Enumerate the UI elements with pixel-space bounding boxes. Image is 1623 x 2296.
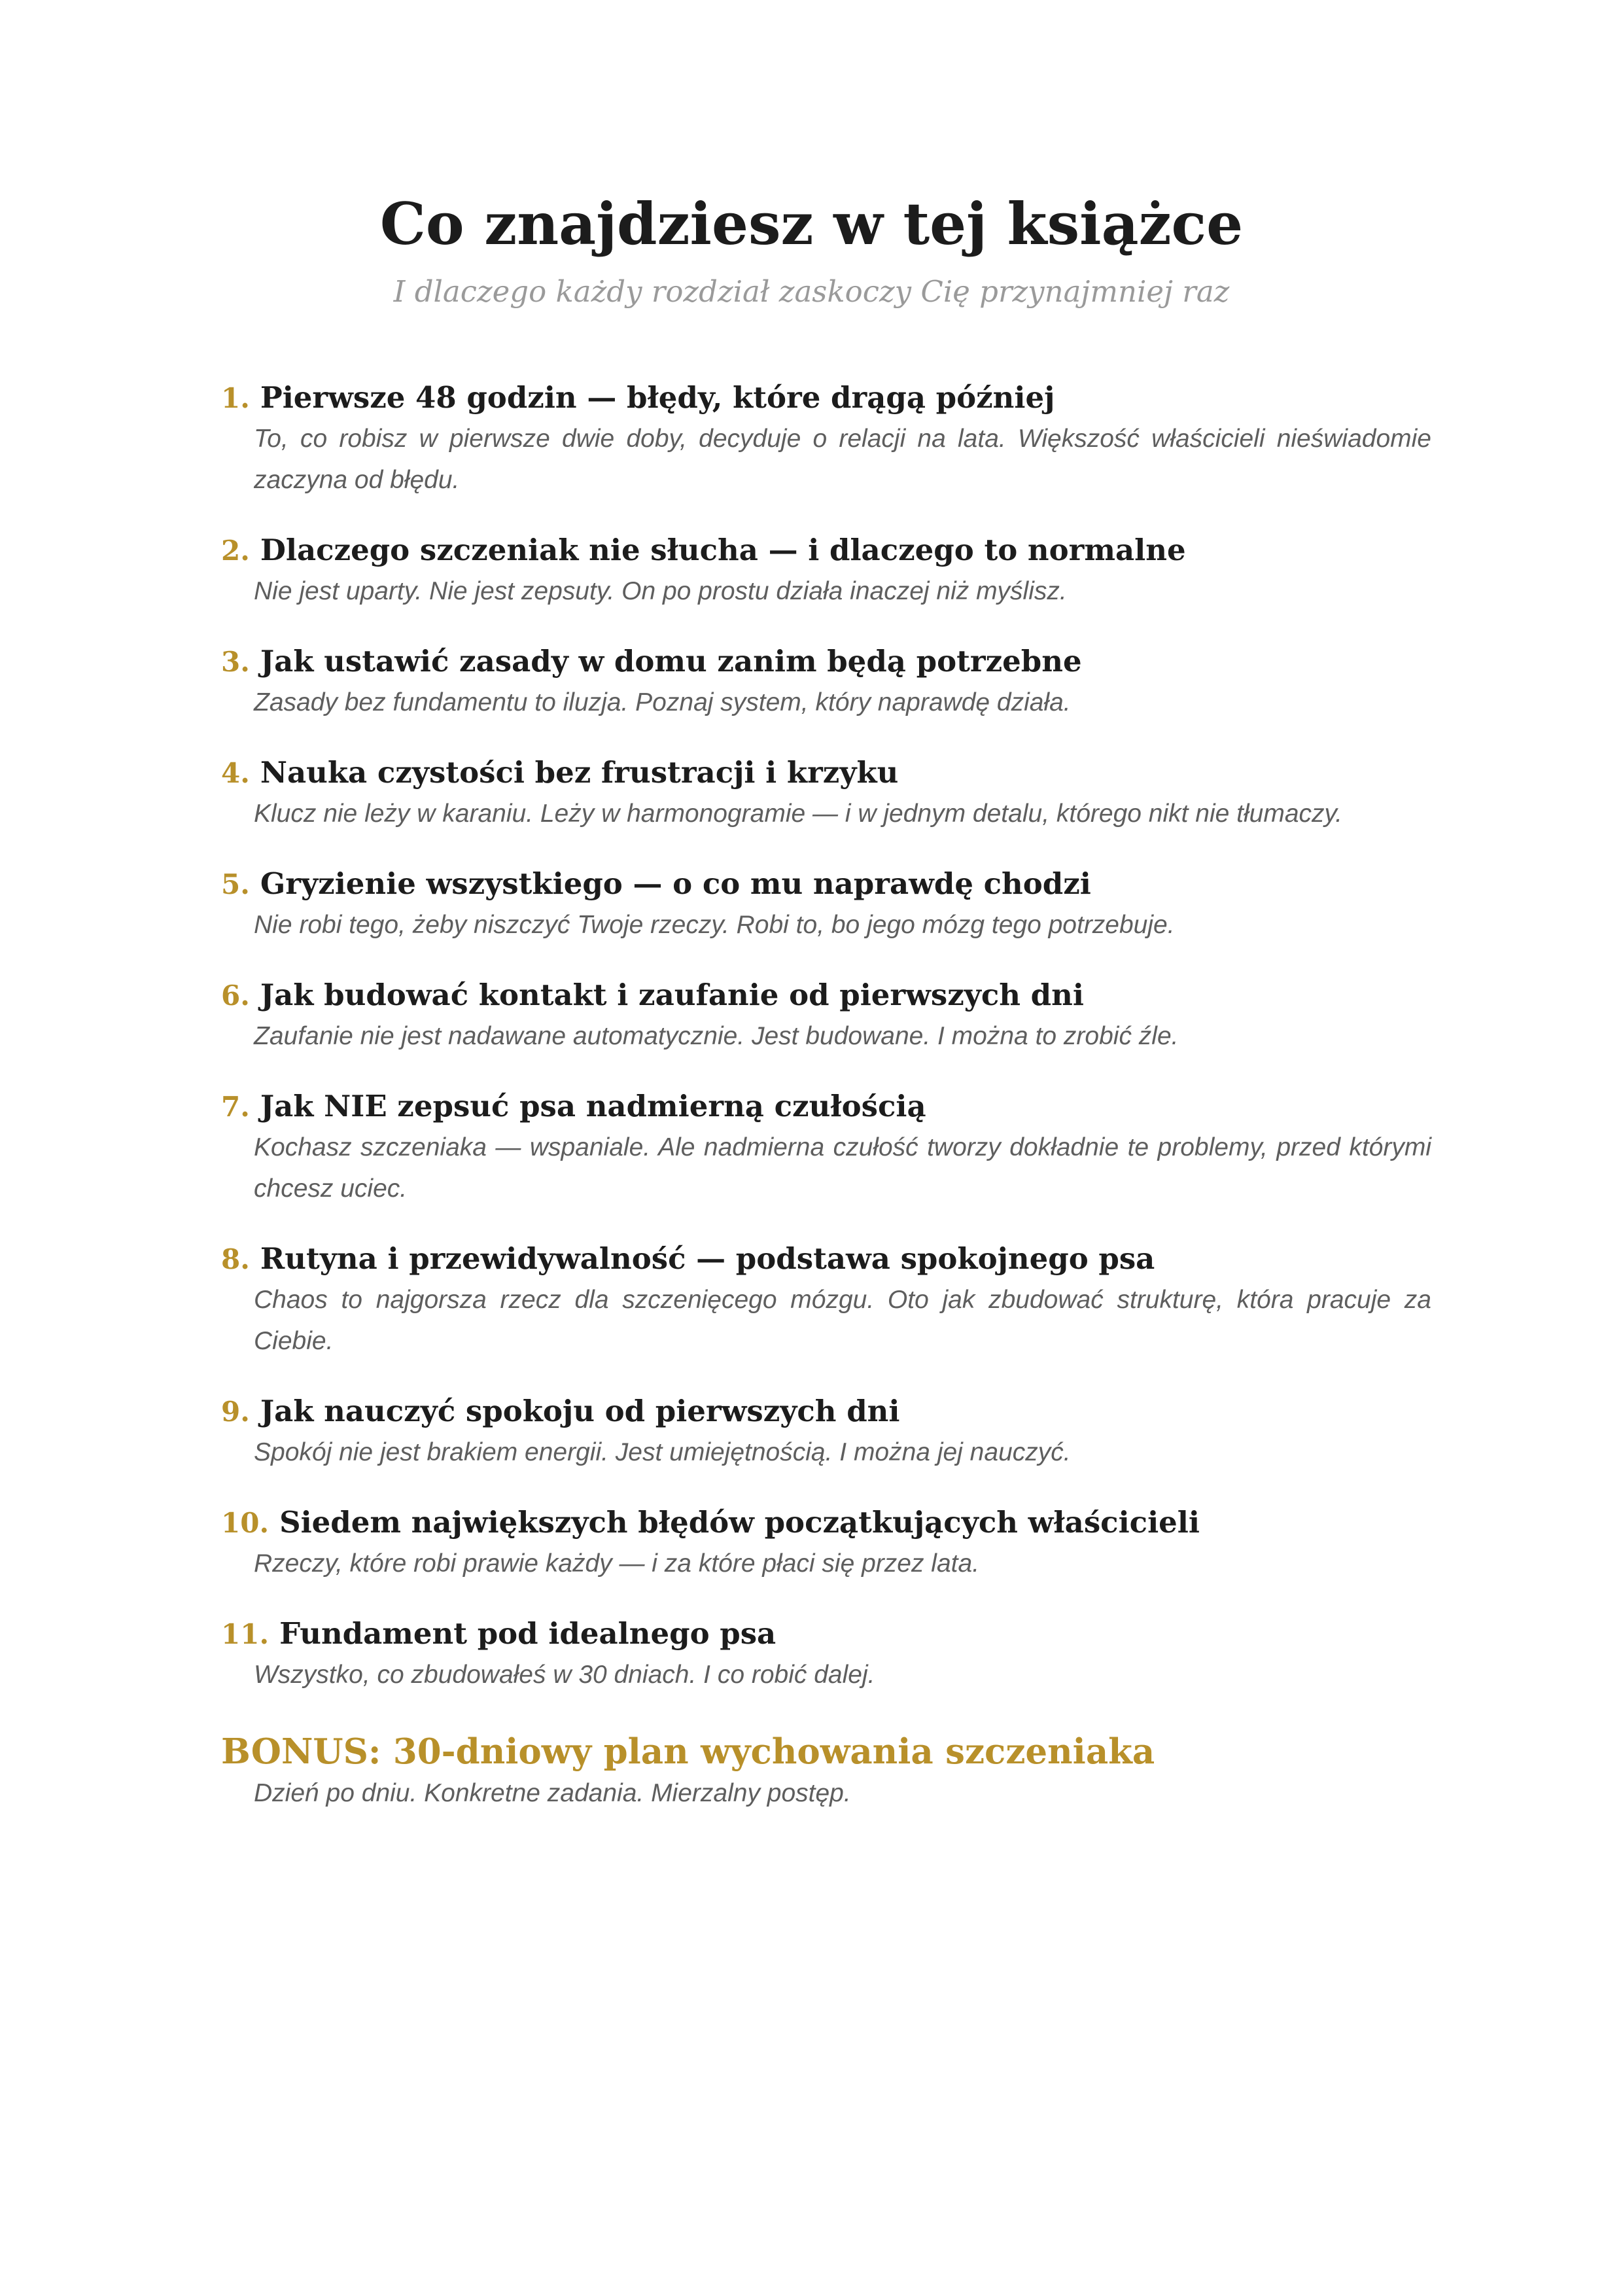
chapter-item (221, 642, 1431, 723)
chapter-heading (221, 642, 1431, 682)
chapter-heading (221, 1503, 1431, 1543)
chapter-number: 8. (221, 1243, 250, 1275)
chapter-description: Nie robi tego, żeby niszczyć Twoje rzeczy. Robi to, bo jego mózg tego potrzebuje. (254, 911, 1175, 939)
bonus-description: Dzień po dniu. Konkretne zadania. Mierzalny postęp. (254, 1779, 851, 1807)
chapter-item (221, 976, 1431, 1057)
chapter-item (221, 753, 1431, 834)
chapter-item (221, 1503, 1431, 1584)
chapter-description: To, co robisz w pierwsze dwie doby, decyduje o relacji na lata. Większość właścicieli nieświadomie zaczyna od błędu. (254, 425, 1431, 494)
chapter-number: 10. (221, 1507, 270, 1539)
chapter-heading (221, 1087, 1431, 1127)
chapter-number: 9. (221, 1396, 250, 1428)
chapter-title: Jak ustawić zasady w domu zanim będą potrzebne (260, 644, 1082, 679)
chapter-title: Siedem największych błędów początkujących właścicieli (279, 1505, 1200, 1540)
chapter-number: 3. (221, 646, 250, 678)
chapter-title: Jak NIE zepsuć psa nadmierną czułością (260, 1089, 926, 1123)
chapter-heading (221, 1239, 1431, 1279)
chapter-description: Zasady bez fundamentu to iluzja. Poznaj system, który naprawdę działa. (254, 688, 1071, 716)
chapter-heading (221, 378, 1431, 418)
chapter-description: Zaufanie nie jest nadawane automatycznie. Jest budowane. I można to zrobić źle. (254, 1022, 1179, 1050)
chapter-heading (221, 1392, 1431, 1432)
chapter-item (221, 531, 1431, 612)
chapter-description: Wszystko, co zbudowałeś w 30 dniach. I co robić dalej. (254, 1661, 875, 1689)
chapter-title: Jak nauczyć spokoju od pierwszych dni (260, 1394, 900, 1428)
chapter-item (221, 864, 1431, 945)
chapter-description: Chaos to najgorsza rzecz dla szczenięcego mózgu. Oto jak zbudować strukturę, która pracuje za Ciebie. (254, 1286, 1431, 1355)
chapter-title: Rutyna i przewidywalność — podstawa spokojnego psa (260, 1241, 1155, 1276)
chapter-number: 6. (221, 980, 250, 1012)
chapter-heading (221, 753, 1431, 793)
chapter-description: Rzeczy, które robi prawie każdy — i za które płaci się przez lata. (254, 1549, 980, 1578)
chapter-number: 2. (221, 535, 250, 567)
chapter-title: Jak budować kontakt i zaufanie od pierwszych dni (260, 978, 1084, 1012)
chapter-title: Pierwsze 48 godzin — błędy, które drągą później (260, 380, 1055, 415)
page-subtitle: I dlaczego każdy rozdział zaskoczy Cię przynajmniej raz (393, 274, 1230, 309)
chapter-number: 5. (221, 868, 250, 900)
chapter-item (221, 1392, 1431, 1473)
chapter-heading (221, 1614, 1431, 1654)
chapter-description: Klucz nie leży w karaniu. Leży w harmonogramie — i w jednym detalu, którego nikt nie tłumaczy. (254, 800, 1342, 828)
bonus-section (221, 1729, 1431, 1812)
chapter-number: 4. (221, 757, 250, 789)
page-title: Co znajdziesz w tej książce (379, 190, 1244, 258)
bonus-title: BONUS: 30-dniowy plan wychowania szczeniaka (221, 1731, 1155, 1772)
chapter-description: Kochasz szczeniaka — wspaniale. Ale nadmierna czułość tworzy dokładnie te problemy, przed którymi chcesz uciec. (254, 1133, 1431, 1203)
chapter-number: 7. (221, 1091, 250, 1123)
chapter-heading (221, 864, 1431, 904)
chapter-list (221, 378, 1431, 1725)
chapter-description: Nie jest uparty. Nie jest zepsuty. On po prostu działa inaczej niż myślisz. (254, 577, 1067, 605)
chapter-number: 11. (221, 1618, 270, 1650)
chapter-heading (221, 531, 1431, 571)
chapter-item (221, 1087, 1431, 1209)
chapter-item (221, 378, 1431, 501)
chapter-number: 1. (221, 382, 250, 414)
chapter-title: Fundament pod idealnego psa (279, 1616, 777, 1651)
chapter-description: Spokój nie jest brakiem energii. Jest umiejętnością. I można jej nauczyć. (254, 1438, 1071, 1466)
chapter-item (221, 1614, 1431, 1695)
chapter-item (221, 1239, 1431, 1362)
chapter-title: Nauka czystości bez frustracji i krzyku (260, 755, 899, 790)
chapter-title: Gryzienie wszystkiego — o co mu naprawdę chodzi (260, 866, 1091, 901)
chapter-heading (221, 976, 1431, 1016)
chapter-title: Dlaczego szczeniak nie słucha — i dlaczego to normalne (260, 533, 1186, 567)
